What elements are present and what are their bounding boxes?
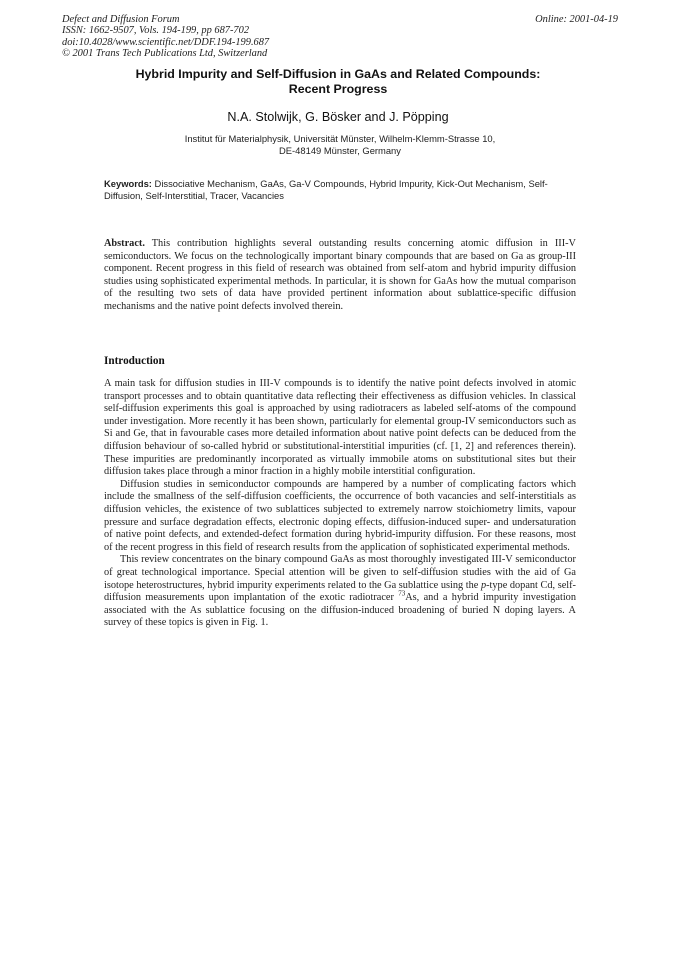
paragraph-1: A main task for diffusion studies in III-V compounds is to identify the native point defects involved in atomic transport processes and to obtain quantitative data reflecting their effectiveness as diffusion vehicles. In classical self-diffusion experiments this goal is approached by using radiotracers as labeled self-atoms of the compound under investigation. More recently it has been shown, particularly for elemental group-IV semiconductors such as Si and Ge, that in favourable cases more detailed information about native point defects can be deduced from the diffusion behaviour of so-called hybrid or substitutional-interstitial impurities (cf. [1, 2] and references therein). These impurities are predominantly incorporated as virtually immobile atoms on substitutional sites but their diffusion takes place through a minor fraction in a highly mobile interstitial configuration. <box>104 378 576 478</box>
journal-name: Defect and Diffusion Forum <box>62 14 180 25</box>
affiliation <box>90 133 590 158</box>
paragraph-2: Diffusion studies in semiconductor compounds are hampered by a number of complicating factors which include the smallness of the self-diffusion coefficients, the occurrence of both vacancies and self-interstitials as diffusion vehicles, the existence of two sublattices subjected to extremely narrow stoichiometry limits, vapour pressure and surface degradation effects, electronic doping effects, diffusion-induced super- and undersaturation of native point defects, and extended-defect formation during hybrid-impurity diffusion. For these reasons, most of the recent progress in this field of research results from the application of sophisticated experimental methods. <box>104 478 576 553</box>
isotope-superscript: 73 <box>398 589 406 598</box>
keywords <box>104 178 574 203</box>
p-type-italic: p <box>480 579 487 591</box>
copyright-line: © 2001 Trans Tech Publications Ltd, Switzerland <box>62 48 268 60</box>
abstract-label: Abstract. <box>104 238 145 249</box>
abstract-text: This contribution highlights several outstanding results concerning atomic diffusion in III-V semiconductors. We focus on the technologically important binary compounds that are based on Ga as group-III component. Recent progress in this field of research was obtained from self-atom and hybrid impurity diffusion studies using sophisticated experimental methods. In particular, it is shown for GaAs how the mutual comparison of the resulting two sets of data have provided pertinent information about sublattice-specific diffusion mechanisms and the native point defects involved therein. <box>104 238 576 312</box>
keywords-label: Keywords: <box>104 178 152 189</box>
doi-line: doi:10.4028/www.scientific.net/DDF.194-199.687 <box>62 36 270 48</box>
issn-line: ISSN: 1662-9507, Vols. 194-199, pp 687-702 <box>62 25 250 37</box>
affiliation-line-1: Institut für Materialphysik, Universität Münster, Wilhelm-Klemm-Strasse 10, <box>184 133 496 144</box>
paragraph-3-part-c: As, and a hybrid impurity investigation associated with the As sublattice focusing on the diffusion-induced broadening of buried N doping layers. A survey of these topics is given in Fig. 1. <box>104 592 576 629</box>
paragraph-3 <box>104 554 576 630</box>
introduction-body <box>104 378 576 630</box>
title-line-1: Hybrid Impurity and Self-Diffusion in GaAs and Related Compounds: <box>135 67 541 81</box>
authors: N.A. Stolwijk, G. Bösker and J. Pöpping <box>227 110 449 124</box>
paper-title <box>60 67 616 97</box>
affiliation-line-2: DE-48149 Münster, Germany <box>279 145 401 157</box>
online-date: Online: 2001-04-19 <box>535 14 618 25</box>
introduction-heading: Introduction <box>104 355 165 367</box>
title-line-2: Recent Progress <box>288 82 388 96</box>
page-header <box>62 14 618 60</box>
abstract <box>104 238 576 314</box>
paragraph-3-part-a: This review concentrates on the binary compound GaAs as most thoroughly investigated III-V semiconductor of great technological importance. Special attention will be given to self-diffusion studies with the aid of Ga isotope heterostructures, hybrid impurity experiments related to the Ga sublattice using the <box>104 554 576 591</box>
keywords-text: Dissociative Mechanism, GaAs, Ga-V Compounds, Hybrid Impurity, Kick-Out Mechanism, Self-Diffusion, Self-Interstitial, Tracer, Vacancies <box>104 178 548 202</box>
paragraph-3-part-b: -type dopant Cd, self-diffusion measurements upon implantation of the exotic radiotracer <box>104 579 576 604</box>
